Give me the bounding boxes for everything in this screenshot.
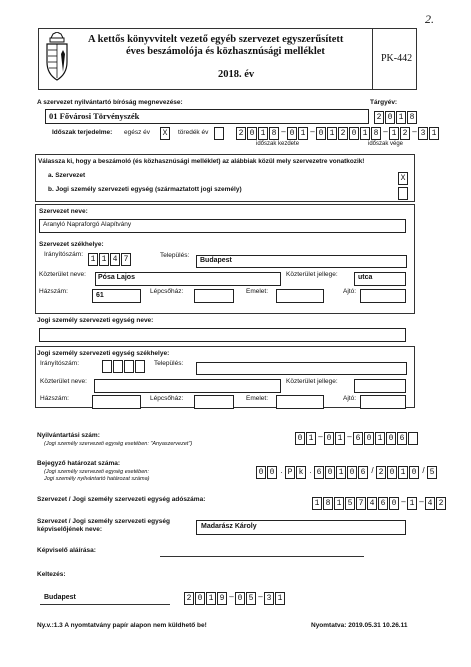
date-cell: 1 [206, 592, 216, 605]
tax-year-cell: 8 [407, 111, 417, 124]
period-label: Időszak terjedelme: [52, 129, 113, 136]
date-cell: 5 [246, 592, 256, 605]
date-cell: 2 [184, 592, 194, 605]
unit-zip-cells[interactable] [102, 360, 146, 373]
tax-number-cells[interactable] [312, 497, 447, 510]
decision-cell: k [296, 466, 306, 479]
date-cell: 2 [236, 127, 246, 140]
period-end-caption: időszak vége [368, 141, 404, 147]
org-seat-label: Szervezet székhelye: [39, 241, 104, 248]
registry-cell: 0 [364, 432, 374, 445]
tax-cell: 6 [378, 497, 388, 510]
org-name-field[interactable] [39, 219, 406, 233]
unit-house-label: Házszám: [40, 395, 69, 402]
partial-year-label: töredék év [178, 129, 209, 136]
registry-cell: 0 [386, 432, 396, 445]
org-street-type-field[interactable] [354, 272, 406, 286]
form-year: 2018. év [218, 69, 255, 80]
period-end-cells[interactable] [338, 127, 440, 140]
representative-label-line2: képviselőjének neve: [37, 526, 103, 533]
unit-city-field[interactable] [196, 362, 407, 375]
zip-cell [135, 360, 145, 373]
decision-dash: . [280, 466, 283, 475]
option-b-label: b. Jogi személy szervezeti egység (származtatott jogi személy) [48, 186, 242, 193]
date-cell: 3 [264, 592, 274, 605]
org-house-value: 61 [96, 292, 104, 299]
date-dash: – [412, 127, 417, 136]
signature-line[interactable] [160, 556, 364, 557]
decision-cell: 1 [336, 466, 346, 479]
representative-value: Madarász Károly [201, 523, 257, 530]
unit-zip-label: Irányítószám: [40, 360, 80, 367]
decision-cell: 1 [398, 466, 408, 479]
representative-label-line1: Szervezet / Jogi személy szervezeti egység [37, 518, 170, 525]
footer-printed: Nyomtatva: 2019.05.31 10.26.11 [311, 622, 408, 629]
registry-cell: 0 [324, 432, 334, 445]
court-label: A szervezet nyilvántartó bíróság megnevezése: [37, 99, 183, 106]
unit-stair-label: Lépcsőház: [150, 395, 184, 402]
unit-house-field[interactable] [92, 395, 141, 409]
date-cell: 1 [360, 127, 370, 140]
registry-cell: 6 [353, 432, 363, 445]
form-title-line1: A kettős könyvvitelt vezető egyéb szervezet egyszerűsített [88, 34, 344, 45]
decision-note1: (Jogi személy szervezeti egység esetében: [44, 469, 149, 475]
dated-place-line [40, 604, 170, 605]
date-cell: 0 [247, 127, 257, 140]
org-street-label: Közterület neve: [39, 271, 86, 278]
registry-cell: 1 [335, 432, 345, 445]
decision-cell: 6 [314, 466, 324, 479]
org-street-type-value: utca [358, 274, 373, 281]
representative-field[interactable] [196, 520, 406, 535]
tax-cell: 4 [367, 497, 377, 510]
zip-cell [102, 360, 112, 373]
org-floor-label: Emelet: [246, 288, 269, 295]
form-title-line2: éves beszámolója és közhasznúsági melléklet [126, 46, 325, 57]
decision-dash: / [371, 466, 374, 475]
date-cell: 0 [287, 127, 297, 140]
dated-place: Budapest [44, 594, 76, 601]
zip-cell: 7 [121, 253, 131, 266]
registry-dash: – [318, 432, 323, 441]
date-cell: 0 [235, 592, 245, 605]
org-door-label: Ajtó: [343, 288, 357, 295]
org-stair-label: Lépcsőház: [150, 288, 184, 295]
date-cell: 1 [275, 592, 285, 605]
tax-cell: 1 [334, 497, 344, 510]
date-dash: – [258, 592, 263, 601]
decision-cell: 0 [256, 466, 266, 479]
unit-name-label: Jogi személy szervezeti egység neve: [37, 317, 154, 324]
date-dash: – [310, 127, 315, 136]
tax-dash: – [419, 497, 424, 506]
tax-cell: 0 [389, 497, 399, 510]
full-year-label: egész év [124, 129, 151, 136]
org-name-value: Aranyló Napraforgó Alapítvány [43, 221, 132, 228]
tax-year-cell: 2 [374, 111, 384, 124]
decision-cell: 6 [358, 466, 368, 479]
full-year-checkbox[interactable]: X [160, 127, 170, 140]
decision-cell: 2 [376, 466, 386, 479]
option-a-checkbox[interactable]: X [398, 172, 408, 185]
choice-question: Válassza ki, hogy a beszámoló (és közhasznúsági melléklet) az alábbiak közül mely szervezetre vonatkozik! [38, 158, 365, 165]
date-cell: 2 [400, 127, 410, 140]
option-a-label: a. Szervezet [48, 172, 86, 179]
option-b-checkbox[interactable] [398, 187, 408, 200]
unit-street-field[interactable] [94, 379, 281, 393]
decision-cell: 0 [347, 466, 357, 479]
date-cell: 1 [298, 127, 308, 140]
unit-stair-field[interactable] [194, 395, 234, 409]
tax-cell: 1 [407, 497, 417, 510]
date-cell: 3 [418, 127, 428, 140]
dated-label: Keltezés: [37, 571, 66, 578]
footer-version: Ny.v.:1.3 A nyomtatvány papír alapon nem küldhető be! [37, 622, 207, 629]
decision-note2: Jogi személy nyilvántartó határozat száma) [44, 476, 150, 482]
zip-cell: 4 [110, 253, 120, 266]
unit-door-label: Ajtó: [343, 395, 357, 402]
date-cell: 1 [327, 127, 337, 140]
decision-cell: 0 [387, 466, 397, 479]
date-cell: 0 [195, 592, 205, 605]
unit-street-label: Közterület neve: [40, 378, 87, 385]
org-stair-field[interactable] [194, 289, 234, 303]
org-street-type-label: Közterület jellege: [286, 271, 338, 278]
date-cell: 8 [269, 127, 279, 140]
coat-of-arms-icon [44, 32, 70, 82]
registry-dash: – [347, 432, 352, 441]
decision-dash: . [309, 466, 312, 475]
unit-street-type-field[interactable] [354, 379, 406, 393]
registry-cell: 1 [306, 432, 316, 445]
org-name-label: Szervezet neve: [39, 208, 88, 215]
unit-floor-field[interactable] [276, 395, 324, 409]
unit-floor-label: Emelet: [246, 395, 269, 402]
unit-street-type-label: Közterület jellege: [286, 378, 338, 385]
registry-label: Nyilvántartási szám: [37, 432, 100, 439]
zip-cell: 1 [88, 253, 98, 266]
org-street-field[interactable] [95, 272, 281, 286]
registry-cell: 6 [397, 432, 407, 445]
court-value: 01 Fővárosi Törvényszék [49, 111, 140, 121]
registry-note: (Jogi személy szervezeti egység esetében: "Anyaszervezet") [44, 441, 193, 447]
decision-cell: 0 [267, 466, 277, 479]
decision-dash: / [422, 466, 425, 475]
org-zip-label: Irányítószám: [44, 251, 84, 258]
zip-cell [124, 360, 134, 373]
unit-city-label: Település: [154, 360, 184, 367]
unit-seat-label: Jogi személy szervezeti egység székhelye: [37, 350, 170, 357]
org-zip-cells[interactable] [88, 253, 132, 266]
decision-cell: 0 [409, 466, 419, 479]
date-cell: 8 [371, 127, 381, 140]
tax-year-cells[interactable] [374, 111, 418, 124]
tax-cell: 1 [312, 497, 322, 510]
org-city-field[interactable] [196, 255, 407, 268]
tax-year-label: Tárgyév: [370, 99, 398, 106]
date-cell: 0 [316, 127, 326, 140]
registry-cell [408, 432, 418, 445]
page-number: 2. [425, 12, 434, 26]
zip-cell [113, 360, 123, 373]
partial-year-checkbox[interactable] [214, 127, 224, 140]
tax-cell: 4 [425, 497, 435, 510]
date-dash: – [383, 127, 388, 136]
registry-cell: 1 [375, 432, 385, 445]
decision-label: Bejegyző határozat száma: [37, 460, 121, 467]
date-dash: – [229, 592, 234, 601]
registry-cells[interactable] [295, 432, 419, 445]
tax-number-label: Szervezet / Jogi személy szervezeti egység adószáma: [37, 496, 206, 503]
date-cell: 2 [338, 127, 348, 140]
decision-cell: 0 [325, 466, 335, 479]
date-cell: 0 [349, 127, 359, 140]
decision-cell: P [285, 466, 295, 479]
period-start-caption: időszak kezdete [256, 141, 300, 147]
org-house-field[interactable] [92, 289, 141, 303]
form-code: PK-442 [381, 53, 413, 64]
unit-name-field[interactable] [39, 328, 406, 342]
org-city-label: Település: [160, 252, 190, 259]
tax-cell: 8 [323, 497, 333, 510]
decision-cell: 5 [427, 466, 437, 479]
org-floor-field[interactable] [276, 289, 324, 303]
tax-year-cell: 0 [385, 111, 395, 124]
unit-door-field[interactable] [360, 395, 406, 409]
decision-cells[interactable] [256, 466, 438, 479]
org-street-value: Pósa Lajos [98, 274, 135, 281]
tax-dash: – [401, 497, 406, 506]
dated-cells[interactable] [184, 592, 286, 605]
org-door-field[interactable] [360, 289, 406, 303]
form-code-divider [372, 28, 373, 90]
registry-cell: 0 [295, 432, 305, 445]
signature-label: Képviselő aláírása: [37, 547, 96, 554]
zip-cell: 1 [99, 253, 109, 266]
tax-cell: 5 [345, 497, 355, 510]
date-cell: 9 [217, 592, 227, 605]
tax-cell: 7 [356, 497, 366, 510]
court-field[interactable] [45, 109, 369, 124]
date-dash: – [281, 127, 286, 136]
org-house-label: Házszám: [39, 288, 68, 295]
org-city-value: Budapest [200, 257, 232, 264]
tax-year-cell: 1 [396, 111, 406, 124]
period-start-cells[interactable] [236, 127, 338, 140]
date-cell: 1 [258, 127, 268, 140]
tax-cell: 2 [436, 497, 446, 510]
date-cell: 1 [429, 127, 439, 140]
date-cell: 1 [389, 127, 399, 140]
